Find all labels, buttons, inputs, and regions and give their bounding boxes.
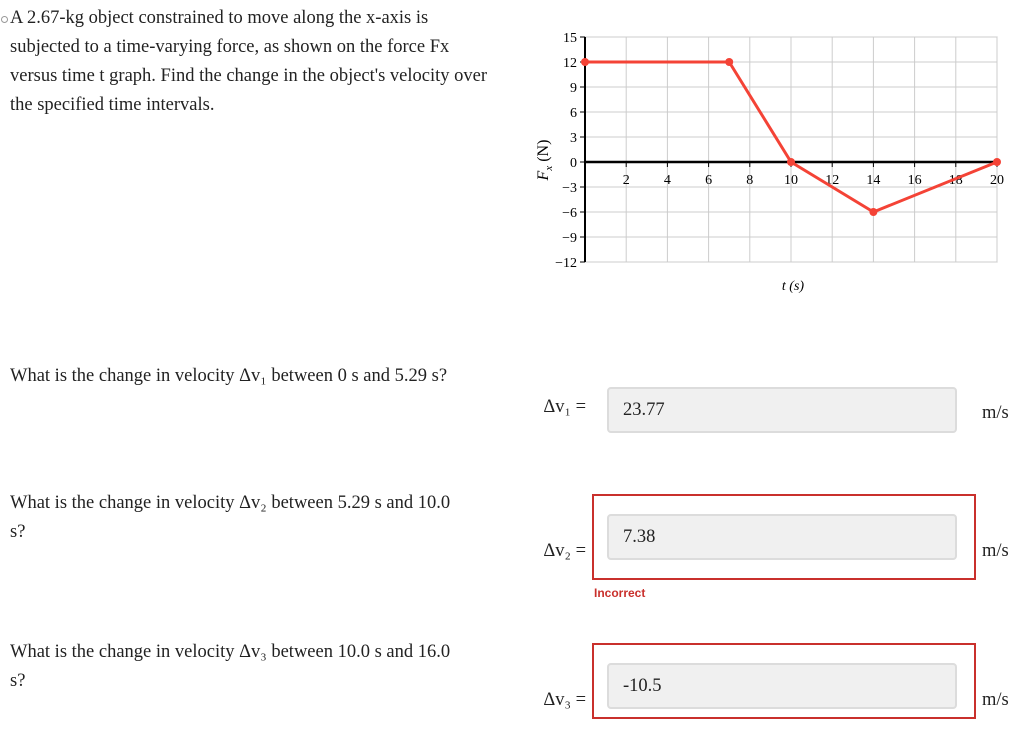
x-tick-label: 20 bbox=[990, 173, 1004, 188]
y-tick-label: 12 bbox=[563, 56, 577, 71]
problem-text: A 2.67-kg object constrained to move along the x-axis is subjected to a time-varying force, as shown on the force Fx versus time t graph. Find the change in the object's velocity over the specified time intervals. bbox=[10, 8, 488, 115]
data-point bbox=[993, 158, 1001, 166]
y-tick-label: −12 bbox=[555, 256, 577, 271]
x-tick-label: 14 bbox=[866, 173, 881, 188]
dv3-label: Δv₃ = bbox=[543, 690, 586, 710]
dv3-unit: m/s bbox=[982, 690, 1009, 710]
question-2-prompt: What is the change in velocity Δv₂ between 5.29 s and 10.0 s? bbox=[10, 493, 451, 542]
x-axis-label: t (s) bbox=[781, 279, 805, 294]
y-tick-label: 15 bbox=[563, 31, 577, 46]
y-tick-label: −6 bbox=[562, 206, 577, 221]
x-tick-label: 16 bbox=[907, 173, 922, 188]
dv2-status: Incorrect bbox=[594, 586, 646, 600]
bullet-icon bbox=[1, 16, 8, 23]
question-3-prompt: What is the change in velocity Δv₃ between 10.0 s and 16.0 s? bbox=[10, 642, 451, 691]
dv1-input[interactable]: 23.77 bbox=[607, 387, 957, 433]
y-tick-label: 3 bbox=[570, 131, 577, 146]
data-point bbox=[787, 158, 795, 166]
dv2-label: Δv₂ = bbox=[543, 541, 586, 561]
x-tick-label: 6 bbox=[705, 173, 713, 188]
y-tick-label: 9 bbox=[570, 81, 577, 96]
y-axis-label: $F_x$ (N) bbox=[535, 139, 555, 181]
y-tick-label: 6 bbox=[570, 106, 577, 121]
x-tick-label: 18 bbox=[948, 173, 963, 188]
y-tick-label: −3 bbox=[562, 181, 577, 196]
x-tick-label: 10 bbox=[784, 173, 798, 188]
x-tick-label: 12 bbox=[825, 173, 840, 188]
data-point bbox=[725, 58, 733, 66]
y-tick-label: 0 bbox=[570, 156, 577, 171]
dv2-unit: m/s bbox=[982, 541, 1009, 561]
dv2-input[interactable]: 7.38 bbox=[607, 514, 957, 560]
x-tick-label: 2 bbox=[622, 173, 630, 188]
dv1-label: Δv₁ = bbox=[543, 397, 586, 417]
force-time-graph bbox=[520, 15, 1020, 305]
dv3-input[interactable]: -10.5 bbox=[607, 663, 957, 709]
y-tick-label: −9 bbox=[562, 231, 577, 246]
data-point bbox=[581, 58, 589, 66]
question-1-prompt: What is the change in velocity Δv₁ between 0 s and 5.29 s? bbox=[10, 366, 448, 386]
x-tick-label: 8 bbox=[746, 173, 754, 188]
problem-statement bbox=[10, 4, 490, 120]
x-tick-label: 4 bbox=[663, 173, 671, 188]
dv1-unit: m/s bbox=[982, 403, 1009, 423]
data-point bbox=[869, 208, 877, 216]
